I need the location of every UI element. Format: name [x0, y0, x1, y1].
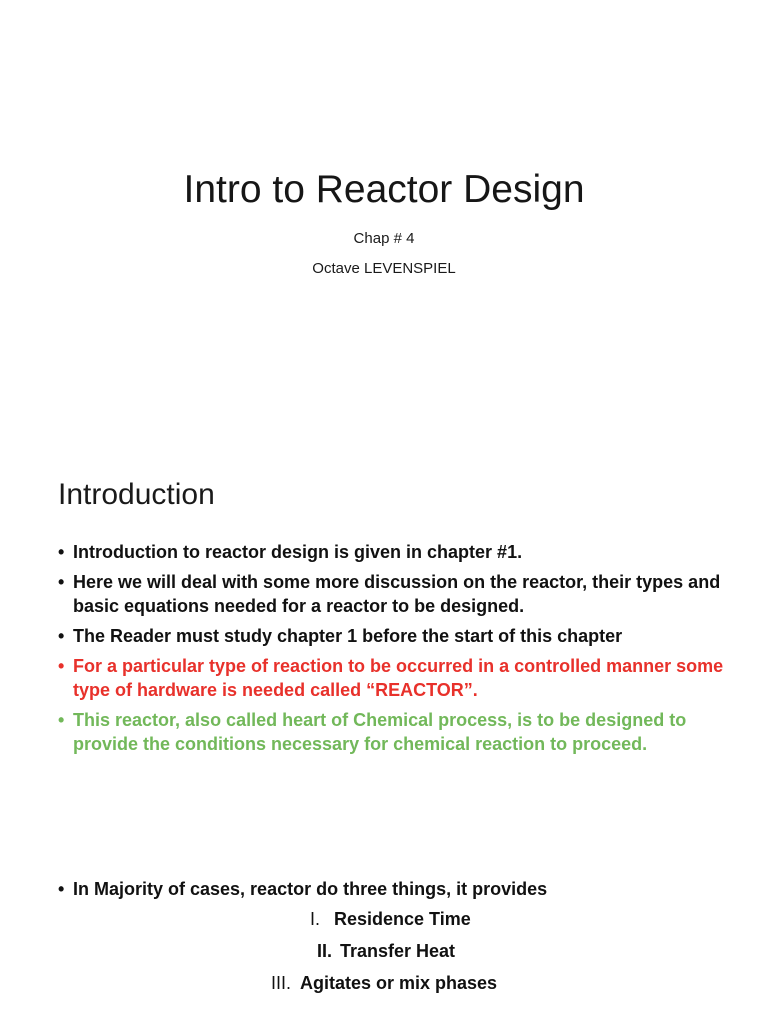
- bullet-text: The Reader must study chapter 1 before the start of this chapter: [73, 626, 623, 646]
- bullet-list: [58, 540, 738, 762]
- bullet-dot: •: [58, 656, 65, 676]
- author-label: Octave LEVENSPIEL: [312, 260, 456, 277]
- bullet-dot: •: [58, 879, 65, 899]
- bullet-item-majority: [58, 877, 738, 901]
- chapter-label: Chap # 4: [353, 230, 415, 247]
- bullet-item: [58, 570, 738, 618]
- numbered-item-text: Agitates or mix phases: [300, 973, 498, 993]
- roman-numeral: I.: [309, 909, 320, 929]
- bullet-text: Introduction to reactor design is given in chapter #1.: [73, 542, 523, 562]
- title-slide: [0, 0, 768, 440]
- bullet-dot: •: [58, 542, 65, 562]
- introduction-slide: [0, 440, 768, 1024]
- bullet-text: Here we will deal with some more discussion on the reactor, their types and basic equations needed for a reactor to be designed.: [73, 572, 721, 616]
- roman-numeral: II.: [316, 941, 332, 961]
- bullet-item-highlight-green: [58, 708, 738, 756]
- bullet-item-highlight-red: [58, 654, 738, 702]
- numbered-item-text: Transfer Heat: [340, 941, 456, 961]
- bullet-item: [58, 624, 738, 648]
- bullet-text: For a particular type of reaction to be occurred in a controlled manner some type of hardware is needed called “REACTOR”.: [73, 656, 724, 700]
- bullet-item: [58, 540, 738, 564]
- bullet-text: This reactor, also called heart of Chemical process, is to be designed to provide the conditions necessary for chemical reaction to proceed.: [73, 710, 687, 754]
- slide-title: Intro to Reactor Design: [183, 168, 585, 211]
- numbered-item-text: Residence Time: [334, 909, 471, 929]
- roman-numeral: III.: [270, 973, 291, 993]
- bullet-text: In Majority of cases, reactor do three things, it provides: [73, 879, 548, 899]
- section-heading: Introduction: [58, 478, 215, 511]
- bullet-dot: •: [58, 626, 65, 646]
- bullet-dot: •: [58, 710, 65, 730]
- bullet-dot: •: [58, 572, 65, 592]
